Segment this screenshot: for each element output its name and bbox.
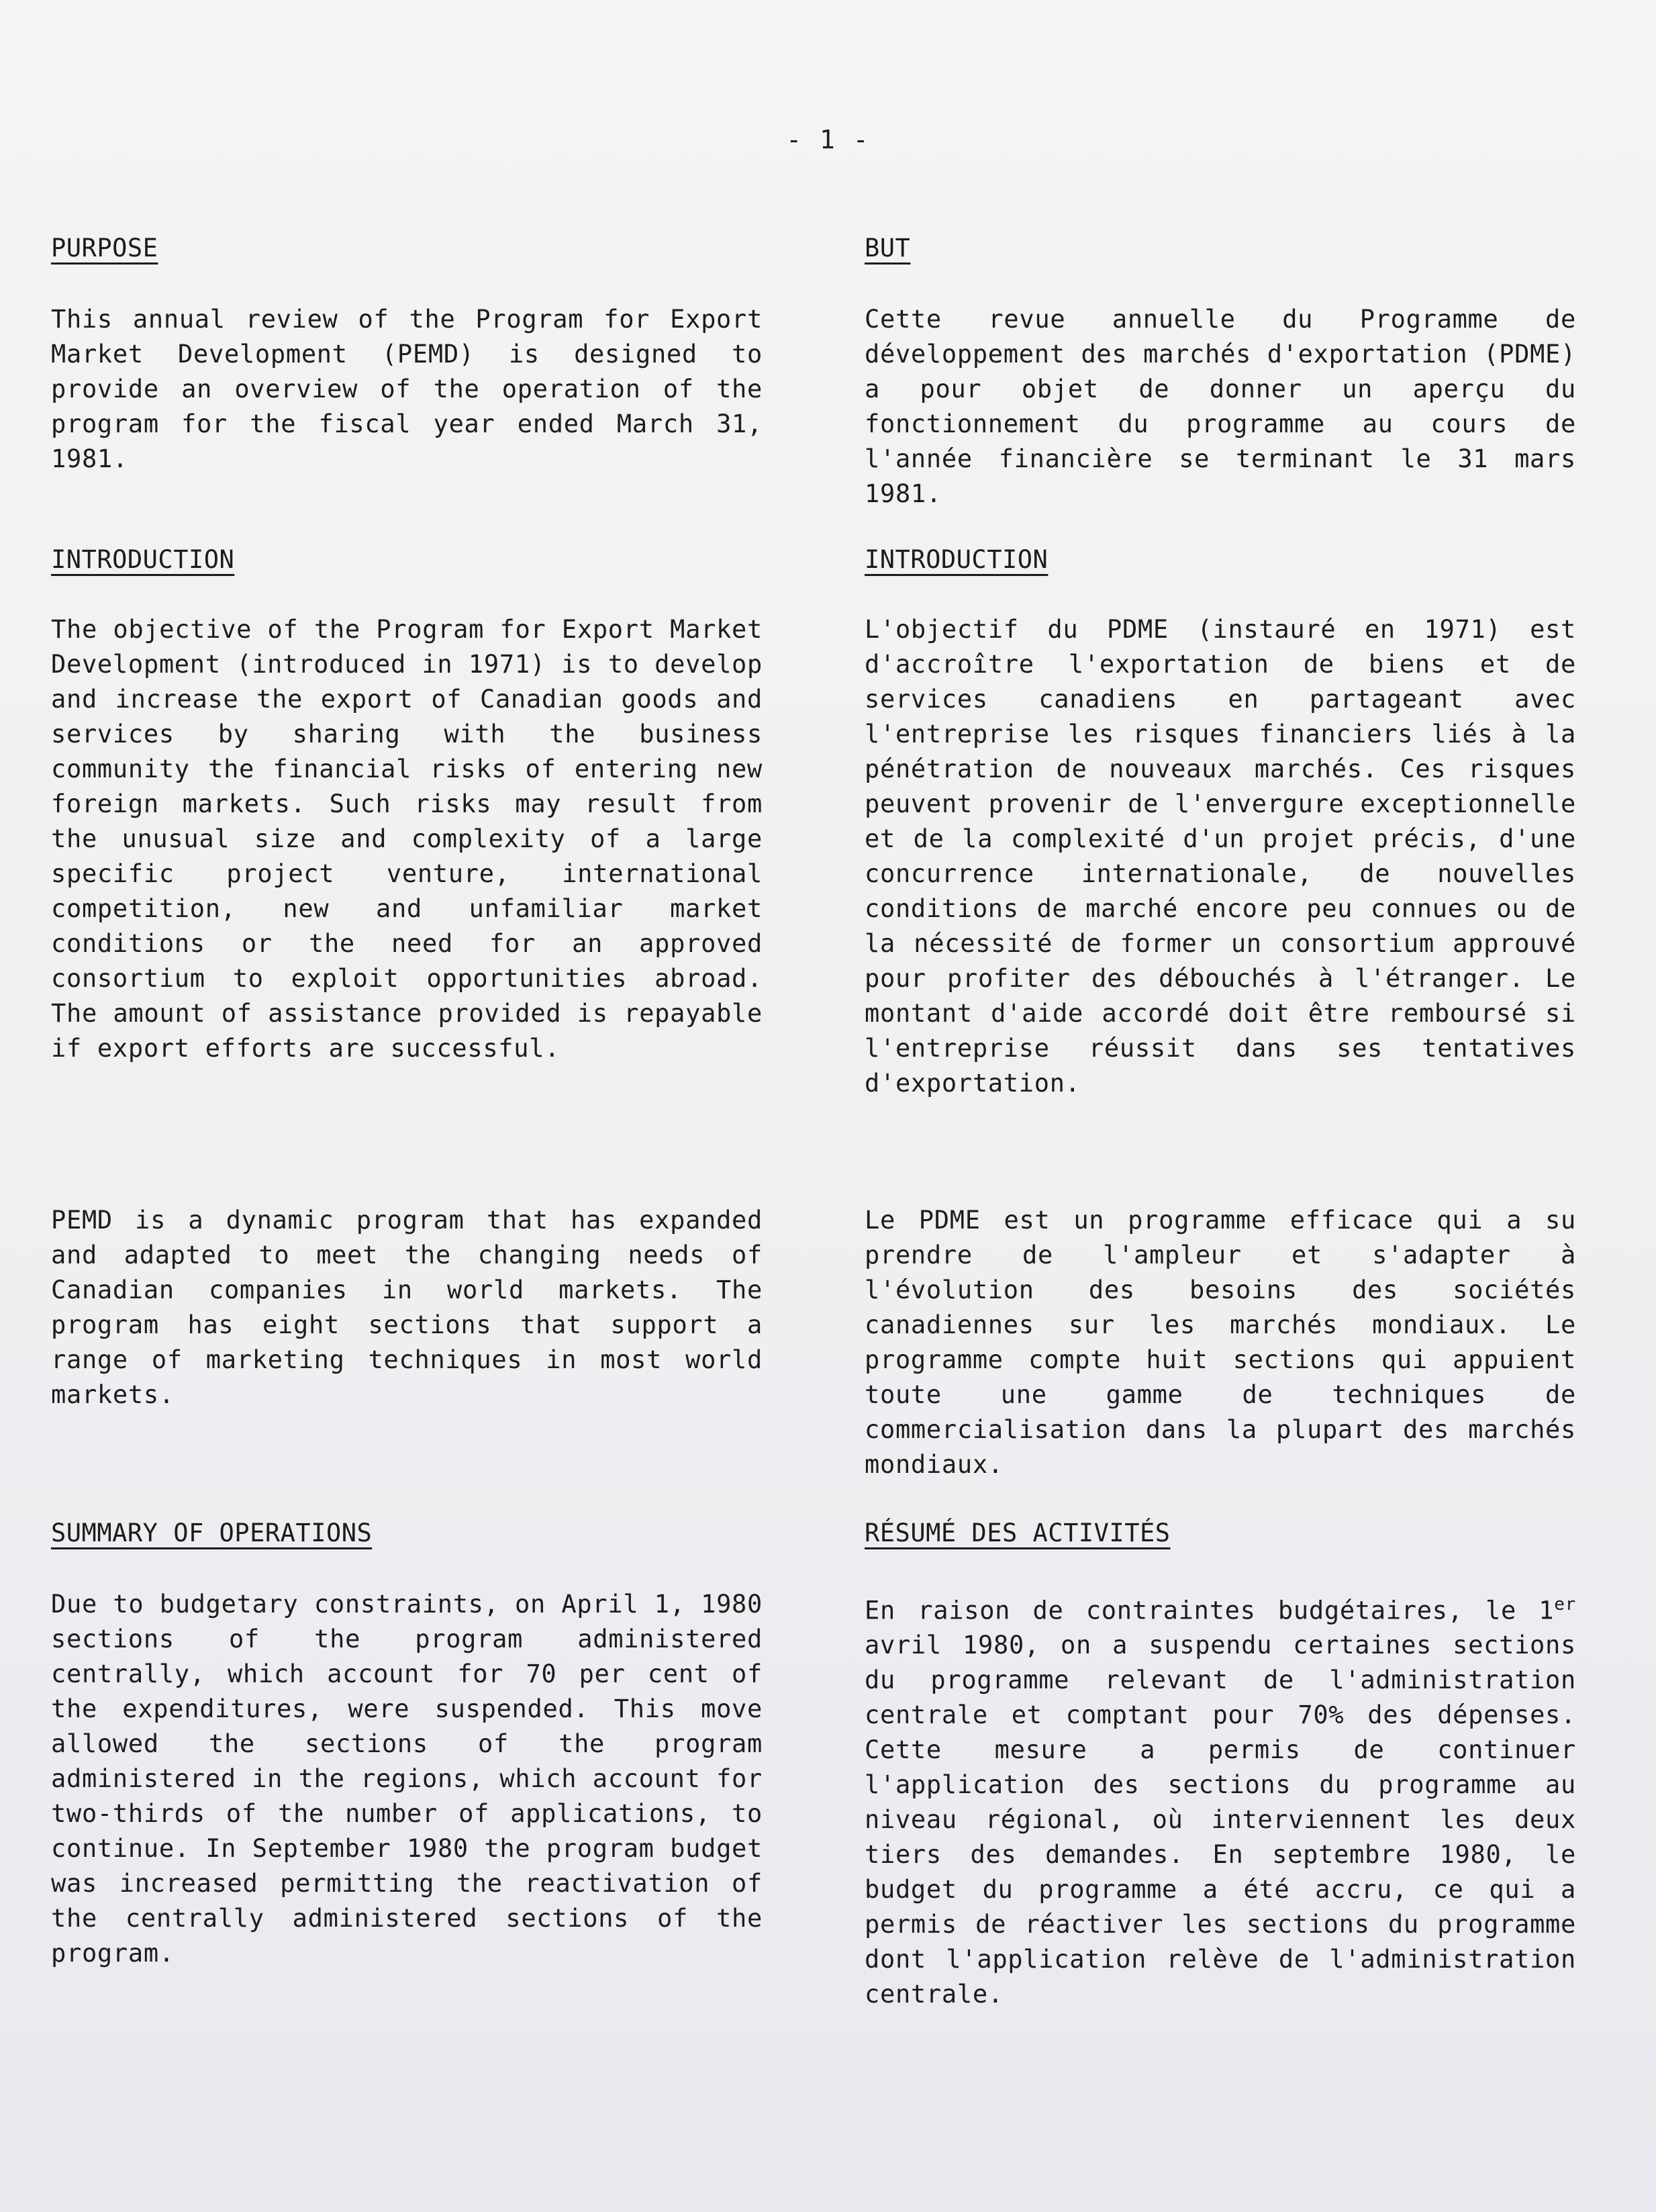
summary-heading: SUMMARY OF OPERATIONS (51, 1519, 373, 1547)
resume-paragraph (865, 1587, 1576, 2012)
summary-paragraph: Due to budgetary constraints, on April 1, 1980 sections of the program administered centrally, which account for 70 per cent of the expenditures, were suspended. This move allowed the sections of the program administered in the regions, which account for two-thirds of the number of applications, to continue. In September 1980 the program budget was increased permitting the reactivation of the centrally administered sections of the program. (51, 1590, 763, 1968)
resume-text-part-2: avril 1980, on a suspendu certaines sections du programme relevant de l'administration centrale et comptant pour 70% des dépenses. Cette mesure a permis de continuer l'application des sections du programme au niveau régional, où interviennent les deux tiers des demandes. En septembre 1980, le budget du programme a été accru, ce qui a permis de réactiver les sections du programme dont l'application relève de l'administration centrale. (865, 1631, 1576, 2009)
introduction-paragraph-fr: L'objectif du PDME (instauré en 1971) est d'accroître l'exportation de biens et de services canadiens en partageant avec l'entreprise les risques financiers liés à la pénétration de nouveaux marchés. Ces risques peuvent provenir de l'envergure exceptionnelle et de la complexité d'un projet précis, d'une concurrence internationale, de nouvelles conditions de marché encore peu connues ou de la nécessité de former un consortium approuvé pour profiter des débouchés à l'étranger. Le montant d'aide accordé doit être remboursé si l'entreprise réussit dans ses tentatives d'exportation. (865, 615, 1576, 1098)
introduction-heading: INTRODUCTION (51, 545, 235, 574)
but-paragraph: Cette revue annuelle du Programme de développement des marchés d'exportation (PDME) a pour objet de donner un aperçu du fonctionnement du programme au cours de l'année financière se terminant le 31 mars 1981. (865, 305, 1576, 508)
page-number: - 1 - (786, 125, 870, 154)
introduction-paragraph: The objective of the Program for Export Market Development (introduced in 1971) is to develop and increase the export of Canadian goods and services by sharing with the business community the financial risks of entering new foreign markets. Such risks may result from the unusual size and complexity of a large specific project venture, international competition, new and unfamiliar market conditions or the need for an approved consortium to exploit opportunities abroad. The amount of assistance provided is repayable if export efforts are successful. (51, 615, 763, 1063)
resume-heading: RÉSUMÉ DES ACTIVITÉS (865, 1519, 1171, 1547)
resume-text-part-1: En raison de contraintes budgétaires, le 1 (865, 1596, 1555, 1625)
introduction-paragraph-2: PEMD is a dynamic program that has expanded and adapted to meet the changing needs of Canadian companies in world markets. The program has eight sections that support a range of marketing techniques in most world markets. (51, 1206, 763, 1409)
introduction-paragraph-2-fr: Le PDME est un programme efficace qui a su prendre de l'ampleur et s'adapter à l'évolution des besoins des sociétés canadiennes sur les marchés mondiaux. Le programme compte huit sections qui appuient toute une gamme de techniques de commercialisation dans la plupart des marchés mondiaux. (865, 1206, 1576, 1479)
purpose-paragraph: This annual review of the Program for Export Market Development (PEMD) is designed to provide an overview of the operation of the program for the fiscal year ended March 31, 1981. (51, 305, 763, 473)
resume-superscript: er (1554, 1594, 1576, 1615)
but-heading: BUT (865, 234, 911, 262)
purpose-heading: PURPOSE (51, 234, 158, 262)
introduction-heading-fr: INTRODUCTION (865, 545, 1049, 574)
